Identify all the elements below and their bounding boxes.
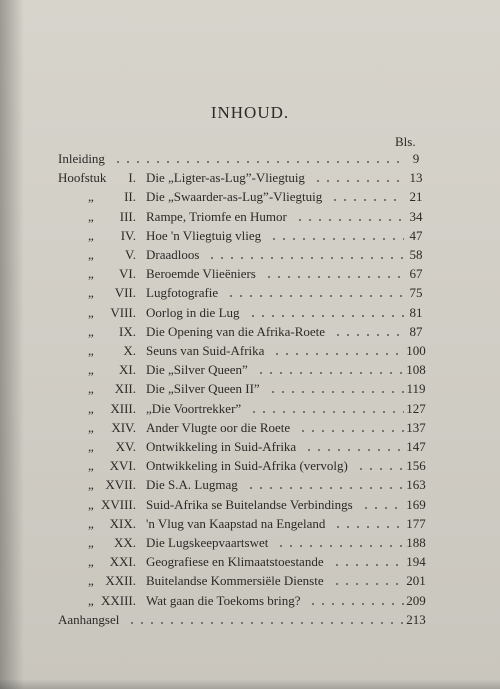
entry-title: Oorlog in die Lug (146, 305, 240, 320)
entry-title: Geografiese en Klimaatstoestande (146, 554, 324, 569)
entry-page-number: 119 (406, 381, 426, 396)
leader-dots (113, 161, 404, 163)
chapter-prefix: „ (88, 343, 94, 358)
toc-entry (0, 208, 500, 226)
chapter-prefix: „ (88, 477, 94, 492)
chapter-number: XIII. (110, 401, 136, 416)
entry-page-number: 188 (406, 535, 426, 550)
leader-dots (304, 449, 404, 451)
entry-title: Lugfotografie (146, 285, 219, 300)
entry-title: Die „Silver Queen II” (146, 381, 260, 396)
chapter-number: X. (123, 343, 136, 358)
page-column-label: Bls. (395, 134, 416, 149)
entry-page-number: 209 (406, 593, 426, 608)
entry-title: „Die Voortrekker” (146, 401, 242, 416)
leader-dots (269, 238, 404, 240)
entry-title: Die Opening van die Afrika-Roete (146, 324, 326, 339)
toc-entry (0, 342, 500, 360)
toc-entry (0, 438, 500, 456)
chapter-number: XXI. (109, 554, 136, 569)
entry-page-number: 147 (406, 439, 426, 454)
entry-title: 'n Vlug van Kaapstad na Engeland (146, 516, 326, 531)
toc-entry-intro (0, 150, 500, 168)
entry-page-number: 163 (406, 477, 426, 492)
entry-title: Draadloos (146, 247, 200, 262)
chapter-number: VIII. (110, 305, 136, 320)
toc-entry (0, 265, 500, 283)
page-title: INHOUD. (210, 103, 290, 122)
leader-dots (361, 507, 404, 509)
chapter-number: XIX. (109, 516, 136, 531)
chapter-number: VII. (114, 285, 136, 300)
leader-dots (246, 487, 404, 489)
leader-dots (313, 180, 404, 182)
toc-entry (0, 188, 500, 206)
chapter-prefix: „ (88, 266, 94, 281)
leader-dots (298, 430, 404, 432)
entry-title: Beroemde Vlieëniers (146, 266, 256, 281)
toc-entry (0, 304, 500, 322)
leader-dots (295, 219, 404, 221)
chapter-prefix: „ (88, 362, 94, 377)
chapter-number: XII. (114, 381, 136, 396)
chapter-prefix: „ (88, 381, 94, 396)
chapter-number: VI. (119, 266, 136, 281)
chapter-number: II. (124, 189, 136, 204)
entry-page-number: 108 (406, 362, 426, 377)
chapter-number: V. (125, 247, 136, 262)
toc-entry (0, 284, 500, 302)
chapter-prefix: „ (88, 228, 94, 243)
entry-page-number: 127 (406, 401, 426, 416)
toc-entry (0, 457, 500, 475)
chapter-prefix: „ (88, 401, 94, 416)
chapter-number: XVIII. (100, 497, 136, 512)
leader-dots (264, 276, 404, 278)
chapter-prefix: „ (88, 535, 94, 550)
entry-title: Die „Ligter-as-Lug”-Vliegtuig (146, 170, 305, 185)
chapter-number: IX. (119, 324, 136, 339)
chapter-number: XV. (115, 439, 136, 454)
chapter-number: XVI. (109, 458, 136, 473)
chapter-prefix: „ (88, 324, 94, 339)
entry-title: Ontwikkeling in Suid-Afrika (146, 439, 297, 454)
leader-dots (308, 603, 404, 605)
page-edge (0, 679, 500, 689)
toc-entry (0, 534, 500, 552)
entry-page-number: 87 (409, 324, 423, 339)
toc-entry (0, 361, 500, 379)
entry-title: Die „Swaarder-as-Lug”-Vliegtuig (146, 189, 323, 204)
entry-page-number: 100 (406, 343, 426, 358)
leader-dots (356, 468, 404, 470)
toc-entry (0, 419, 500, 437)
chapter-prefix: „ (88, 420, 94, 435)
chapter-prefix: „ (88, 458, 94, 473)
entry-title: Ander Vlugte oor die Roete (146, 420, 291, 435)
entry-page-number: 201 (406, 573, 426, 588)
toc-entry (0, 496, 500, 514)
entry-page-number: 47 (409, 228, 423, 243)
chapter-prefix: „ (88, 593, 94, 608)
toc-entry (0, 515, 500, 533)
chapter-prefix: „ (88, 285, 94, 300)
entry-title: Wat gaan die Toekoms bring? (146, 593, 301, 608)
chapter-number: IV. (120, 228, 136, 243)
chapter-prefix: „ (88, 573, 94, 588)
toc-entry (0, 169, 500, 187)
entry-title: Die „Silver Queen” (146, 362, 248, 377)
entry-page-number: 9 (412, 151, 420, 166)
chapter-prefix: „ (88, 497, 94, 512)
chapter-number: I. (128, 170, 136, 185)
toc-entry-appendix (0, 611, 500, 629)
leader-dots (332, 583, 404, 585)
entry-page-number: 169 (406, 497, 426, 512)
leader-dots (127, 622, 404, 624)
entry-page-number: 156 (406, 458, 426, 473)
leader-dots (330, 199, 404, 201)
entry-title: Die S.A. Lugmag (146, 477, 238, 492)
entry-page-number: 21 (409, 189, 423, 204)
leader-dots (272, 353, 404, 355)
leader-dots (207, 257, 404, 259)
entry-title: Ontwikkeling in Suid-Afrika (vervolg) (146, 458, 348, 473)
chapter-prefix: Hoofstuk (58, 170, 107, 185)
entry-page-number: 75 (409, 285, 423, 300)
chapter-number: XVII. (105, 477, 136, 492)
chapter-prefix: „ (88, 516, 94, 531)
entry-page-number: 34 (409, 209, 423, 224)
toc-entry (0, 592, 500, 610)
leader-dots (276, 545, 404, 547)
entry-title: Aanhangsel (58, 612, 120, 627)
entry-title: Suid-Afrika se Buitelandse Verbindings (146, 497, 353, 512)
toc-entry (0, 227, 500, 245)
chapter-prefix: „ (88, 439, 94, 454)
entry-title: Buitelandse Kommersiële Dienste (146, 573, 324, 588)
chapter-prefix: „ (88, 209, 94, 224)
chapter-number: XXII. (105, 573, 136, 588)
toc-entry (0, 380, 500, 398)
entry-page-number: 137 (406, 420, 426, 435)
leader-dots (268, 391, 404, 393)
entry-title: Inleiding (58, 151, 105, 166)
leader-dots (248, 315, 404, 317)
chapter-prefix: „ (88, 554, 94, 569)
entry-page-number: 213 (406, 612, 426, 627)
leader-dots (249, 411, 404, 413)
chapter-number: XXIII. (100, 593, 136, 608)
leader-dots (333, 334, 404, 336)
leader-dots (332, 564, 404, 566)
entry-page-number: 67 (409, 266, 423, 281)
toc-entry (0, 323, 500, 341)
chapter-prefix: „ (88, 189, 94, 204)
toc-entry (0, 400, 500, 418)
toc-entry (0, 553, 500, 571)
entry-page-number: 81 (409, 305, 423, 320)
entry-page-number: 13 (409, 170, 423, 185)
toc-entry (0, 476, 500, 494)
toc-entry (0, 246, 500, 264)
chapter-prefix: „ (88, 305, 94, 320)
entry-title: Die Lugskeepvaartswet (146, 535, 269, 550)
chapter-number: XIV. (111, 420, 136, 435)
chapter-number: XX. (113, 535, 136, 550)
leader-dots (226, 295, 404, 297)
entry-page-number: 194 (406, 554, 426, 569)
entry-title: Seuns van Suid-Afrika (146, 343, 265, 358)
chapter-number: XI. (119, 362, 136, 377)
chapter-number: III. (119, 209, 136, 224)
entry-page-number: 58 (409, 247, 423, 262)
entry-page-number: 177 (406, 516, 426, 531)
leader-dots (256, 372, 404, 374)
toc-entry (0, 572, 500, 590)
entry-title: Rampe, Triomfe en Humor (146, 209, 287, 224)
entry-title: Hoe 'n Vliegtuig vlieg (146, 228, 262, 243)
leader-dots (333, 526, 404, 528)
chapter-prefix: „ (88, 247, 94, 262)
